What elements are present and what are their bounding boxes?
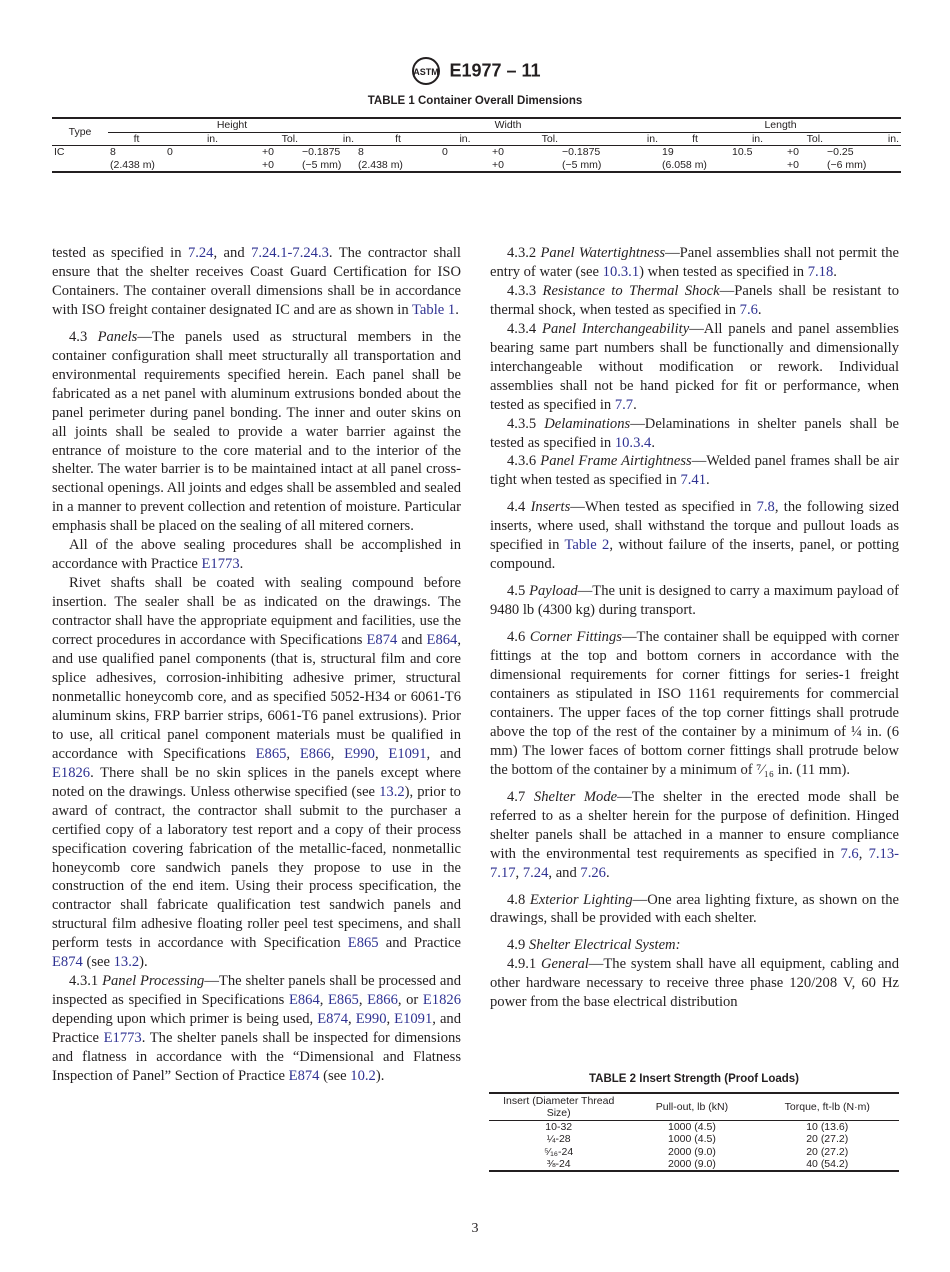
section-title: Shelter Electrical System: xyxy=(528,937,681,954)
cross-reference-link[interactable]: E874 xyxy=(317,1011,349,1028)
table-cell: 1000 (4.5) xyxy=(668,1121,716,1133)
table-cell: 2000 (9.0) xyxy=(668,1145,716,1158)
table-cell: 2000 (9.0) xyxy=(668,1157,716,1170)
col-header-pullout: Pull-out, lb (kN) xyxy=(628,1093,755,1121)
cross-reference-link[interactable]: E990 xyxy=(355,1011,387,1028)
paragraph-4-7 xyxy=(490,788,899,883)
text-run: 4.8 xyxy=(507,891,530,908)
table-cell xyxy=(52,159,108,173)
col-subheader: in. xyxy=(300,132,356,146)
section-title: Delaminations xyxy=(544,415,631,432)
cross-reference-link[interactable]: E874 xyxy=(366,632,398,649)
table-cell: 10.5 xyxy=(732,146,753,158)
table-cell: ¼-28 xyxy=(546,1133,571,1146)
paragraph-4-9-1 xyxy=(490,955,899,1012)
col-header-type: Type xyxy=(52,118,108,146)
text-run: —One area lighting fixture, as shown on the drawings, shall be provided with each shelter. xyxy=(490,891,899,927)
text-run: , xyxy=(348,1011,356,1028)
cross-reference-link[interactable]: E1826 xyxy=(422,992,461,1009)
table-cell: −0.25 xyxy=(827,146,854,158)
svg-text:ASTM: ASTM xyxy=(413,67,440,77)
col-subheader: ft xyxy=(660,132,730,146)
table-cell: 20 (27.2) xyxy=(806,1145,849,1158)
table-cell: 0 xyxy=(167,146,173,158)
cross-reference-link[interactable]: 10.3.1 xyxy=(602,263,640,280)
cross-reference-link[interactable]: E866 xyxy=(299,745,331,762)
cross-reference-link[interactable]: 13.2 xyxy=(113,954,140,971)
text-run: —The container shall be equipped with corner fittings at the top and bottom corners in accordance with the dimensional requirements for corner fittings for series-1 freight containers as stipulated in ISO 1161 requirements for commercial containers. The upper faces of the top corner fittings shall protrude above the top of the rest of the container by a minimum of ¼ in. (6 mm) The lower faces of bottom corner fittings shall protrude below the bottom of the container by a minimum of ⁷⁄₁₆ in. (11 mm). xyxy=(490,629,899,778)
text-run: 4.4 xyxy=(507,499,531,516)
cross-reference-link[interactable]: E1773 xyxy=(103,1030,142,1047)
section-title: Panel Watertightness xyxy=(540,245,666,261)
col-subheader: ft xyxy=(108,132,165,146)
cross-reference-link[interactable]: E865 xyxy=(347,935,379,952)
text-run: . There shall be no skin splices in the panels except where noted on the drawings. Unless otherwise specified (see xyxy=(52,764,461,800)
table-cell xyxy=(440,159,490,173)
paragraph-4-5 xyxy=(490,582,899,620)
section-title: Shelter Mode xyxy=(533,788,618,805)
table-cell: +0 xyxy=(492,146,504,158)
text-run: —Panels shall be resistant to thermal shock, when tested as specified in xyxy=(490,282,899,318)
text-run: , xyxy=(286,745,300,762)
text-run: , the following sized inserts, where used, shall withstand the torque and pullout loads as specified in xyxy=(490,499,899,554)
cross-reference-link[interactable]: 7.7 xyxy=(614,396,634,413)
text-run: , and use qualified panel components (that is, structural film and core splice adhesives, corrosion-inhibiting adhesive primer, structural nonmetallic honeycomb core, and as specified 5052-H34 or 6061-T6 aluminum skins, FRP barrier strips, 6061-T6 panel extrusions). Prior to use, all critical panel component materials must be qualified in accordance with Specifications xyxy=(52,632,462,762)
right-column xyxy=(490,244,899,1012)
table-row xyxy=(52,146,901,159)
astm-logo-icon xyxy=(409,56,443,86)
table-cell: IC xyxy=(54,146,65,158)
text-run: 4.3 xyxy=(69,328,98,345)
col-subheader: Tol. xyxy=(490,132,560,146)
text-run: depending upon which primer is being used, xyxy=(52,1011,318,1028)
text-run: —Welded panel frames shall be air tight when tested as specified in xyxy=(490,453,899,489)
table-cell: +0 xyxy=(787,158,799,171)
paragraph-4-3-1 xyxy=(52,972,461,1086)
table2-insert-strength xyxy=(489,1092,899,1172)
table-cell: 19 xyxy=(662,146,674,158)
text-run: , and xyxy=(426,745,462,762)
paragraph-sealing xyxy=(52,536,461,574)
text-run: —The shelter in the erected mode shall be referred to as a shelter herein for the purpose of definition. Hinged shelter panels shall be attached in a manner to ensure compliance with the environmental test requirements as specified in xyxy=(490,788,899,862)
group-header-height: Height xyxy=(108,118,356,132)
table-row xyxy=(489,1158,899,1171)
table-row xyxy=(489,1133,899,1145)
table-cell: 8 xyxy=(110,146,116,158)
cross-reference-link[interactable]: 7.24 xyxy=(522,864,549,881)
text-run: , and xyxy=(213,245,252,261)
table-cell: +0 xyxy=(492,158,504,171)
text-run: —The panels used as structural members in the container configuration shall meet structurally all transportation and environmental requirements specified herein. Each panel shall be fabricated as a net panel with aluminum extrusions bonded about the panel perimeter during panel bonding. The inner and outer skins on all joints shall be sealed to provide a water barrier against the entrance of moisture to the core material and to the interior of the shelter. The water barrier is to be maintained intact at all panel cross-sectional openings. All joints and edges shall be assembled and sealed in a manner to prevent collection and retention of moisture. Particular emphasis shall be placed on the sealing of all mitered corners. xyxy=(52,328,462,535)
table-cell: +0 xyxy=(787,146,799,158)
table-cell: +0 xyxy=(262,158,274,171)
col-subheader: Tol. xyxy=(260,132,300,146)
cross-reference-link[interactable]: E866 xyxy=(367,992,398,1009)
cross-reference-link[interactable]: 7.13-7.17 xyxy=(490,845,899,881)
table-row xyxy=(489,1146,899,1158)
text-run: —Delaminations in shelter panels shall be tested as specified in xyxy=(490,415,899,451)
page-number: 3 xyxy=(471,1221,479,1236)
text-run: . xyxy=(706,472,710,489)
group-header-width: Width xyxy=(356,118,660,132)
col-subheader: in. xyxy=(165,132,260,146)
cross-reference-link[interactable]: E1826 xyxy=(52,764,91,781)
text-run: ). xyxy=(139,954,148,971)
table-cell: (−5 mm) xyxy=(562,158,602,171)
text-run: 4.7 xyxy=(507,788,534,805)
paragraph-4-3-3 xyxy=(490,282,899,320)
paragraph-4-6 xyxy=(490,628,899,780)
text-run: 4.9.1 xyxy=(507,956,541,973)
cross-reference-link[interactable]: E874 xyxy=(52,954,83,971)
left-column xyxy=(52,244,461,1086)
text-run: 4.3.2 xyxy=(507,245,541,261)
text-run: , and xyxy=(548,864,581,881)
text-run: , without failure of the inserts, panel, or potting compound. xyxy=(490,537,899,573)
text-run: . xyxy=(239,556,244,573)
cross-reference-link[interactable]: E990 xyxy=(344,745,375,762)
cross-reference-link[interactable]: Table 2 xyxy=(564,537,610,554)
cross-reference-link[interactable]: 7.6 xyxy=(739,301,758,318)
section-title: Payload xyxy=(529,583,578,600)
table-cell: (2.438 m) xyxy=(358,158,403,171)
table1-caption: TABLE 1 Container Overall Dimensions xyxy=(367,95,583,107)
col-subheader: in. xyxy=(560,132,660,146)
table-cell: (2.438 m) xyxy=(110,158,155,171)
cross-reference-link[interactable]: Table 1 xyxy=(412,301,456,318)
section-title: Exterior Lighting xyxy=(529,891,633,908)
text-run: —When tested as specified in xyxy=(570,499,757,516)
table-cell: −0.1875 xyxy=(302,146,341,158)
text-run: , xyxy=(515,864,523,881)
text-run: (see xyxy=(319,1067,351,1084)
cross-reference-link[interactable]: E864 xyxy=(426,632,458,649)
section-title: Corner Fittings xyxy=(529,629,622,646)
cross-reference-link[interactable]: E1773 xyxy=(201,556,240,573)
text-run: ), prior to award of contract, the contractor shall submit to the purchaser a certified copy of a laboratory test report and a copy of their process specification covering fabrication of the metallic-faced, nonmetallic honeycomb core sandwich panels they propose to use in the construction of the end item. Using their process specification, the contractor shall fabricate qualification test sandwich panels and structural film adhesive floating roller peel test specimens, and shall perform tests in accordance with Specification xyxy=(52,783,461,952)
text-run: —The unit is designed to carry a maximum payload of 9480 lb (4300 kg) during transport. xyxy=(490,583,900,619)
cross-reference-link[interactable]: 7.26 xyxy=(580,864,606,881)
text-run: . xyxy=(455,301,459,318)
section-title: General xyxy=(540,956,589,973)
table-cell xyxy=(730,159,785,173)
table2-caption: TABLE 2 Insert Strength (Proof Loads) xyxy=(589,1073,799,1085)
text-run: —All panels and panel assemblies bearing same part numbers shall be functionally and dimensionally interchangeable without modification or rework. Individual assemblies shall not be hand picked for fit or performance, when tested as specified in xyxy=(490,320,899,413)
text-run: , and Practice xyxy=(52,1011,462,1047)
cross-reference-link[interactable]: 10.2 xyxy=(350,1067,376,1084)
table-row xyxy=(489,1121,899,1134)
table-cell: (6.058 m) xyxy=(662,158,707,171)
cross-reference-link[interactable]: 7.6 xyxy=(840,845,859,862)
table-cell: (−6 mm) xyxy=(827,158,867,171)
paragraph-4-3 xyxy=(52,328,461,536)
cross-reference-link[interactable]: 7.41 xyxy=(680,472,707,489)
text-run: Rivet shafts shall be coated with sealing compound before insertion. The sealer shall be as indicated on the drawings. The contractor shall have the appropriate equipment and facilities, use the correct procedures in accordance with Specifications xyxy=(52,575,461,649)
text-run: . xyxy=(605,864,610,881)
text-run: —The system shall have all equipment, cabling and other hardware necessary to receive three phase 120/208 V, 60 Hz power from the base electrical distribution xyxy=(490,956,899,1011)
text-run: 4.5 xyxy=(507,583,530,600)
text-run: 4.9 xyxy=(507,937,529,954)
text-run: 4.3.1 xyxy=(69,973,103,990)
table-cell: ⅜-24 xyxy=(546,1157,571,1170)
paragraph-4-9 xyxy=(490,936,899,955)
section-title: Resistance to Thermal Shock xyxy=(542,282,720,299)
table-cell: +0 xyxy=(262,146,274,158)
table-cell: 10 (13.6) xyxy=(806,1121,849,1133)
table-cell: 10-32 xyxy=(545,1121,573,1133)
group-header-length: Length xyxy=(660,118,901,132)
text-run: . xyxy=(651,434,655,451)
col-header-torque: Torque, ft-lb (N·m) xyxy=(755,1093,899,1121)
text-run: , xyxy=(386,1011,395,1028)
text-run: , xyxy=(358,992,368,1009)
text-run: 4.3.6 xyxy=(507,453,541,470)
text-run: 4.3.4 xyxy=(507,320,543,337)
text-run: 4.3.5 xyxy=(507,415,545,432)
text-run: 4.3.3 xyxy=(507,282,543,299)
text-run: tested as specified in xyxy=(52,245,188,261)
text-run: . The contractor shall ensure that the shelter receives Coast Guard Certification for ISO Containers. The container overall dimensions shall be in accordance with ISO freight container designated IC and are as shown in xyxy=(52,245,461,318)
table-cell: ⁵⁄₁₆-24 xyxy=(544,1145,574,1158)
col-subheader: in. xyxy=(825,132,901,146)
col-subheader: Tol. xyxy=(785,132,825,146)
table-cell: 0 xyxy=(442,146,448,158)
text-run: , xyxy=(330,745,345,762)
text-run: 4.6 xyxy=(507,629,530,646)
section-title: Panel Interchangeability xyxy=(542,320,690,337)
text-run: . xyxy=(833,263,837,280)
text-run: (see xyxy=(82,954,114,971)
section-title: Panels xyxy=(97,328,138,345)
cross-reference-link[interactable]: E874 xyxy=(288,1067,320,1084)
text-run: , xyxy=(319,992,329,1009)
table-cell: 40 (54.2) xyxy=(806,1157,849,1170)
cross-reference-link[interactable]: E864 xyxy=(288,992,320,1009)
table-cell: 8 xyxy=(358,146,364,158)
document-designation: E1977 – 11 xyxy=(449,60,541,81)
col-header-insert: Insert (Diameter Thread Size) xyxy=(489,1093,628,1121)
text-run: . xyxy=(757,301,762,318)
paragraph-4-3-2 xyxy=(490,244,899,282)
text-run: . xyxy=(633,396,637,413)
text-run: ). xyxy=(375,1067,385,1084)
col-subheader: in. xyxy=(730,132,785,146)
paragraph-4-4 xyxy=(490,498,899,574)
cross-reference-link[interactable]: E1091 xyxy=(388,745,427,762)
table1-container-dimensions xyxy=(52,117,901,173)
cross-reference-link[interactable]: 10.3.4 xyxy=(614,434,652,451)
text-run: and xyxy=(397,632,427,649)
paragraph-rivet-shafts xyxy=(52,574,461,972)
col-subheader: in. xyxy=(440,132,490,146)
cross-reference-link[interactable]: 7.24.1-7.24.3 xyxy=(251,245,329,261)
text-run: , xyxy=(374,745,389,762)
cross-reference-link[interactable]: 7.24 xyxy=(187,245,214,261)
cross-reference-link[interactable]: E865 xyxy=(255,745,287,762)
text-run: , or xyxy=(397,992,423,1009)
paragraph-4-3-4 xyxy=(490,320,899,415)
cross-reference-link[interactable]: 13.2 xyxy=(379,783,405,800)
section-title: Panel Frame Airtightness xyxy=(540,453,692,470)
cross-reference-link[interactable]: 7.18 xyxy=(807,263,834,280)
paragraph-4-3-6 xyxy=(490,452,899,490)
table-cell: (−5 mm) xyxy=(302,158,342,171)
paragraph-4-8 xyxy=(490,891,899,929)
paragraph-continuation xyxy=(52,244,461,320)
text-run: —The shelter panels shall be processed and inspected as specified in Specifications xyxy=(52,973,462,1009)
table-cell: 1000 (4.5) xyxy=(668,1133,716,1146)
text-run: , xyxy=(858,845,869,862)
section-title: Inserts xyxy=(530,499,571,516)
text-run: —Panel assemblies shall not permit the entry of water (see xyxy=(490,245,900,280)
paragraph-4-3-5 xyxy=(490,415,899,453)
cross-reference-link[interactable]: E865 xyxy=(328,992,359,1009)
table-row xyxy=(52,159,901,173)
page-header xyxy=(0,56,950,86)
section-title: Panel Processing xyxy=(102,973,205,990)
cross-reference-link[interactable]: 7.8 xyxy=(756,499,775,516)
text-run: and Practice xyxy=(378,935,461,952)
text-run: ) when tested as specified in xyxy=(639,263,808,280)
cross-reference-link[interactable]: E1091 xyxy=(394,1011,433,1028)
table-cell xyxy=(165,159,260,173)
text-run: All of the above sealing procedures shall be accomplished in accordance with Practice xyxy=(52,537,461,573)
table-cell: 20 (27.2) xyxy=(806,1133,849,1146)
table-cell: −0.1875 xyxy=(562,146,601,158)
col-subheader: ft xyxy=(356,132,440,146)
text-run: . The shelter panels shall be inspected for dimensions and flatness in accordance with the “Dimensional and Flatness Inspection of Panel” Section of Practice xyxy=(52,1030,461,1084)
